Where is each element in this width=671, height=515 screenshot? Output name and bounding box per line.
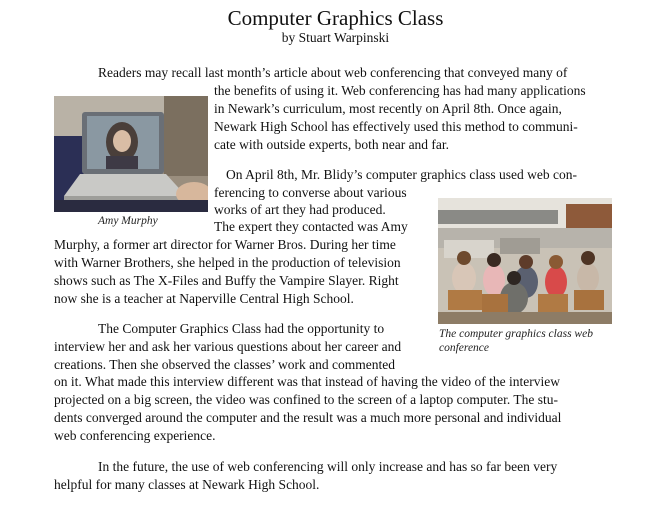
body-line: Murphy, a former art director for Warner Bros. During her time [54,237,396,252]
classroom-image [438,198,612,324]
body-line: interview her and ask her various questions about her career and [54,339,402,354]
body-line: On April 8th, Mr. Blidy’s computer graphics class used web con- [226,167,577,182]
article-title: Computer Graphics Class [227,6,444,30]
body-line: now she is a teacher at Naperville Central High School. [54,291,354,306]
body-line: shows such as The X-Files and Buffy the Vampire Slayer. Right [54,273,399,288]
body-line: ferencing to converse about various [214,185,407,200]
body-line: dents converged around the computer and the result was a much more personal and individual [54,410,562,425]
body-line: The expert they contacted was Amy [214,219,408,234]
body-line: with Warner Brothers, she helped in the production of television [54,255,401,270]
amy-murphy-caption: Amy Murphy [98,215,158,227]
body-line: the benefits of using it. Web conferencing has had many applications [214,83,586,98]
article-byline: by Stuart Warpinski [281,30,390,45]
classroom-caption-line2: conference [439,342,490,354]
body-line: works of art they had produced. [214,202,386,217]
body-line: in Newark’s curriculum, most recently on April 8th. Once again, [214,101,562,116]
classroom-photo [438,198,612,324]
body-line: Readers may recall last month’s article about web conferencing that conveyed many of [98,65,568,80]
amy-murphy-photo [54,96,208,212]
body-line: cate with outside experts, both near and far. [214,137,450,152]
body-line: helpful for many classes at Newark High School. [54,477,320,492]
body-line: creations. Then she observed the classes’ work and commented [54,357,396,372]
classroom-caption-line1: The computer graphics class web [439,328,593,340]
body-line: Newark High School has effectively used this method to communi- [214,119,578,134]
body-line: The Computer Graphics Class had the opportunity to [98,321,385,336]
laptop-video-image [54,96,208,212]
body-line: on it. What made this interview different was that instead of having the video of the interview [54,374,560,389]
body-line: projected on a big screen, the video was confined to the screen of a laptop computer. The stu- [54,392,558,407]
body-line: In the future, the use of web conferencing will only increase and has so far been very [98,459,558,474]
body-line: web conferencing experience. [54,428,216,443]
